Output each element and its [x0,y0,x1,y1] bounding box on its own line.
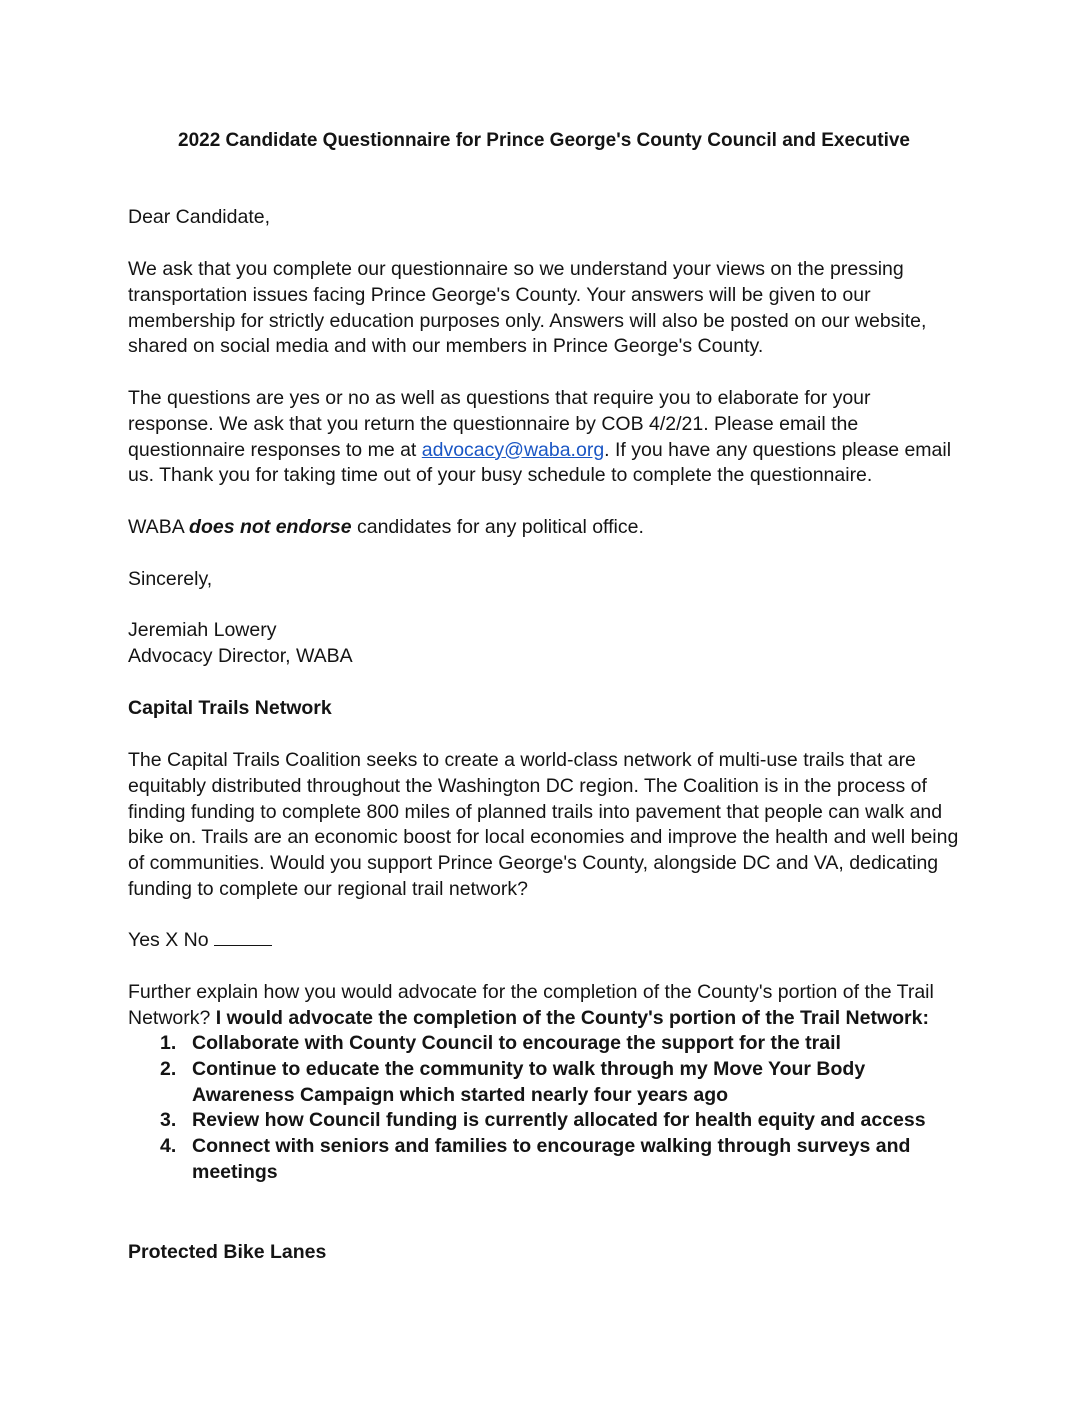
followup-paragraph [128,980,968,1032]
list-item-number: 4. [160,1135,177,1158]
disclaimer-emphasis: does not endorse [189,516,352,538]
list-item [128,1031,968,1057]
email-link[interactable]: advocacy@waba.org [421,438,605,461]
followup-question: Further explain how you would advocate for the completion of the County's portion of the Trail Network? [128,981,934,1029]
disclaimer [128,515,968,541]
list-item [128,1108,968,1134]
list-item-number: 3. [160,1109,177,1132]
yes-no-answer [128,928,968,954]
signature-role: Advocacy Director, WABA [128,645,353,667]
list-item-number: 2. [160,1057,177,1080]
yes-no-text: Yes X No [128,929,209,951]
disclaimer-text-1: WABA [128,516,190,538]
instructions-paragraph [128,386,958,489]
list-item [128,1134,968,1186]
section-heading-protected-bike-lanes: Protected Bike Lanes [128,1241,327,1263]
instructions-text-2: . If you have any questions please email us. Thank you for taking time out of your busy schedule to complete the questionnaire. [128,438,952,487]
disclaimer-text-2: candidates for any political office. [351,516,644,538]
intro-paragraph: We ask that you complete our questionnaire so we understand your views on the pressing transportation issues facing Prince George's County. Your answers will be given to our membership for strictly education purposes only. Answers will also be posted on our website, shared on social media and with our members in Prince George's County. [128,258,927,358]
no-blank-line [214,929,272,946]
list-item-text: Collaborate with County Council to encourage the support for the trail [192,1032,841,1054]
instructions-text-1: The questions are yes or no as well as questions that require you to elaborate for your response. We ask that you return the questionnaire by COB 4/2/21. Please email the questionnaire responses to me at [128,387,871,461]
capital-trails-body: The Capital Trails Coalition seeks to create a world-class network of multi-use trails that are equitably distributed throughout the Washington DC region. The Coalition is in the process of finding funding to complete 800 miles of planned trails into pavement that people can walk and bike on. Trails are an economic boost for local economies and improve the health and well being of communities. Would you support Prince George's County, alongside DC and VA, dedicating funding to complete our regional trail network? [128,749,959,900]
list-item-text: Connect with seniors and families to encourage walking through surveys and meetings [192,1135,911,1183]
list-item-number: 1. [160,1032,177,1054]
salutation: Dear Candidate, [128,206,271,228]
section-heading-capital-trails: Capital Trails Network [128,697,332,719]
list-item [128,1057,968,1109]
closing: Sincerely, [128,568,213,590]
list-item-text: Review how Council funding is currently allocated for health equity and access [192,1109,926,1132]
signature-name: Jeremiah Lowery [128,619,277,641]
page-title: 2022 Candidate Questionnaire for Prince George's County Council and Executive [178,130,910,151]
answer-list [128,1031,968,1186]
followup-answer: I would advocate the completion of the County's portion of the Trail Network: [215,1006,929,1029]
list-item-text: Continue to educate the community to walk through my Move Your Body Awareness Campaign which started nearly four years ago [192,1057,866,1106]
